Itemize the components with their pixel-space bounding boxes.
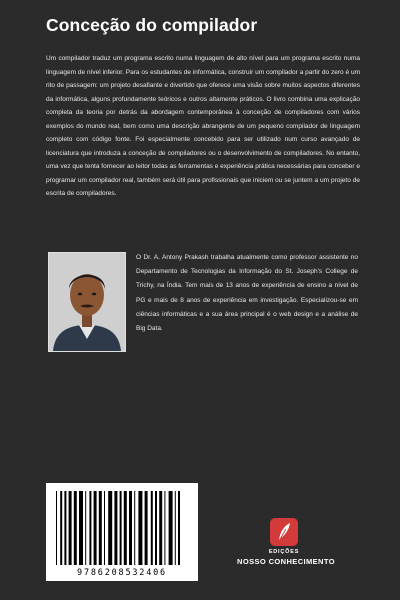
publisher-label-big: NOSSO CONHECIMENTO: [237, 557, 335, 566]
barcode-bars: [54, 491, 190, 565]
author-photo: [48, 252, 126, 352]
book-description: Um compilador traduz um programa escrito numa linguagem de alto nível para um programa escrito numa linguagem de nível inferior. Para os estudantes de informática, construir um compilador a partir do zero é um rito de passagem: um projeto desafiante e divertido que oferece uma visão sobre muitos aspectos diferentes da informática, alguns profundamente teóricos e outros altamente práticos. O livro combina uma explicação completa da teoria por detrás da abordagem contemporânea à conceção de compiladores com vários exemplos do mundo real, bem como uma descrição abrangente de um pequeno compilador de linguagem completo com código fonte. Foi especialmente concebido para ser utilizado num curso avançado de licenciatura que introduza a conceção de compiladores ou o desenvolvimento de compiladores. No entanto, uma vez que tenta fornecer ao leitor todas as ferramentas e experiência prática necessárias para conceber e programar um compilador real, também será útil para profissionais que iniciem ou se juntem a um projeto de escrita de compiladores.: [46, 55, 360, 197]
quill-icon: [270, 518, 298, 546]
isbn-number: 9786208532406: [77, 568, 167, 578]
isbn-barcode: [46, 483, 198, 581]
publisher-label-small: EDIÇÕES: [268, 549, 300, 555]
book-title: Conceção do compilador: [46, 15, 258, 35]
author-biography: O Dr. A. Antony Prakash trabalha atualmente como professor assistente no Departamento de Tecnologias da Informação do St. Joseph's College de Trichy, na Índia. Tem mais de 13 anos de experiência de ensino a nível de PG e mais de 8 anos de experiência em investigação. Especializou-se em ciências informáticas e a sua área principal é o web design e a análise de Big Data.: [136, 254, 358, 333]
author-portrait-image: [49, 253, 125, 351]
